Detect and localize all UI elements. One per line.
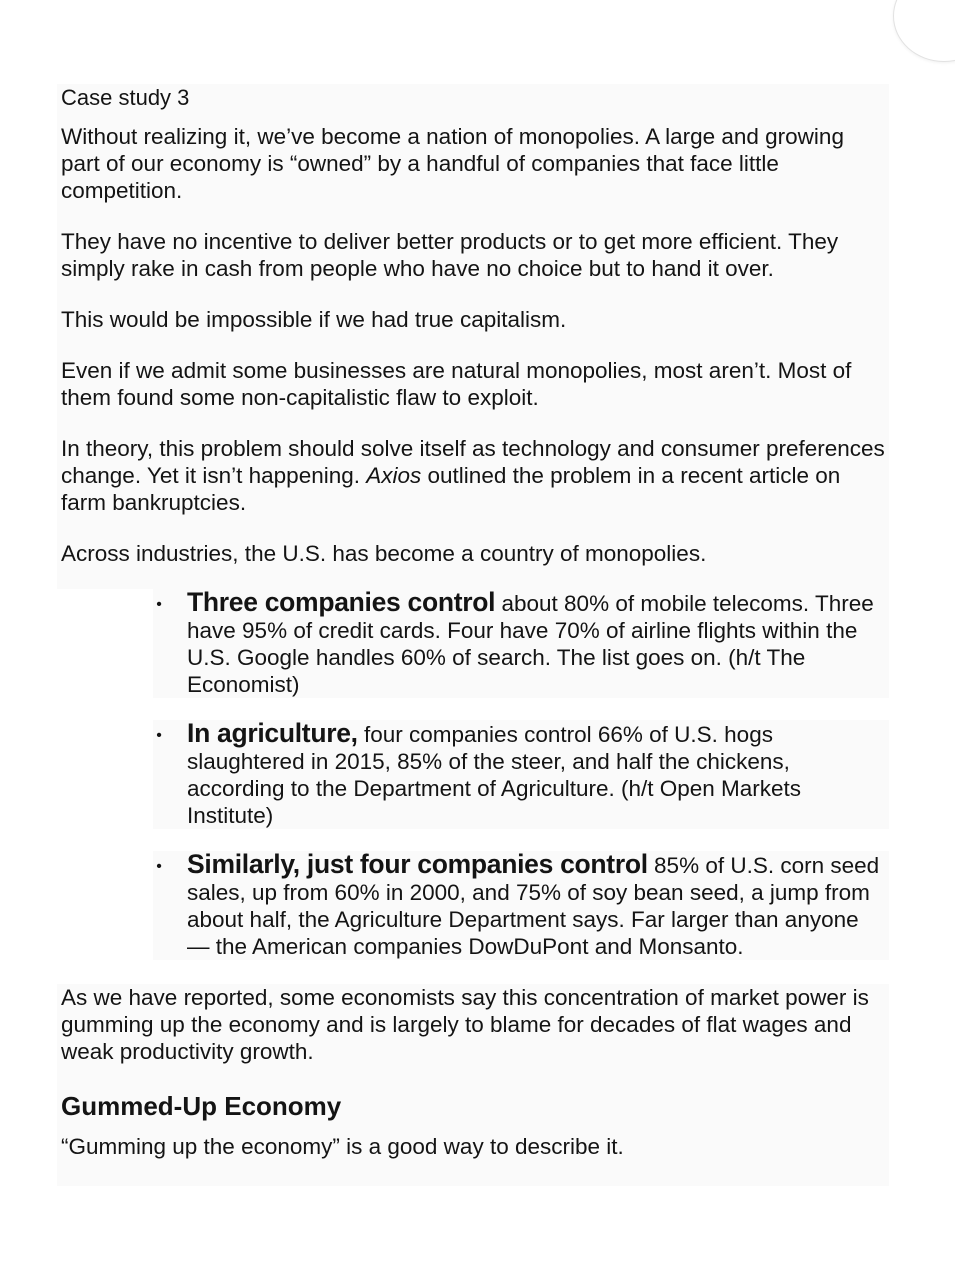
closing-paragraph-text: “Gumming up the economy” is a good way to describe it. [61, 1134, 624, 1159]
paragraph-1 [57, 123, 889, 228]
bullet-lead: Similarly, just four companies control [187, 849, 648, 879]
paragraph-3-text: This would be impossible if we had true capitalism. [61, 307, 567, 332]
bullet-lead: In agriculture, [187, 718, 358, 748]
paragraph-1-text: Without realizing it, we’ve become a nation of monopolies. A large and growing part of our economy is “owned” by a handful of companies that face little competition. [61, 124, 844, 203]
paragraph-reported [57, 984, 889, 1083]
theory-text-end: outlined the problem in a recent article on farm bankruptcies. [61, 463, 841, 515]
list-item [153, 851, 889, 960]
list-item [153, 720, 889, 829]
paragraph-2-text: They have no incentive to deliver better products or to get more efficient. They simply rake in cash from people who have no choice but to hand it over. [61, 229, 839, 281]
corner-circle-decoration [893, 0, 955, 62]
bullet-text: 85% of U.S. corn seed sales, up from 60% in 2000, and 75% of soy bean seed, a jump from about half, the Agriculture Department says. Far larger than anyone — the American companies DowDuPont and Monsanto. [187, 853, 880, 959]
list-item [153, 589, 889, 698]
bullet-dot-icon: • [156, 596, 162, 613]
bullet-dot-icon: • [156, 727, 162, 744]
theory-text-start: In theory, this problem should solve itself as technology and consumer preferences change. Yet it isn’t happening. [61, 436, 885, 488]
bullet-text: about 80% of mobile telecoms. Three have 95% of credit cards. Four have 70% of airline flights within the U.S. Google handles 60% of search. The list goes on. (h/t The Economist) [187, 591, 874, 697]
paragraph-3 [57, 306, 889, 357]
bullet-dot-icon: • [156, 858, 162, 875]
monopoly-bullet-list [57, 589, 889, 960]
axios-source: Axios [366, 463, 422, 488]
paragraph-closing [57, 1133, 889, 1186]
intro-line-text: Across industries, the U.S. has become a country of monopolies. [61, 541, 707, 566]
paragraph-4 [57, 357, 889, 435]
section-heading: Gummed-Up Economy [57, 1083, 889, 1133]
paragraph-theory [57, 435, 889, 540]
case-study-title [57, 84, 889, 123]
paragraph-4-text: Even if we admit some businesses are natural monopolies, most aren’t. Most of them found some non-capitalistic flaw to exploit. [61, 358, 852, 410]
bullet-text: four companies control 66% of U.S. hogs slaughtered in 2015, 85% of the steer, and half the chickens, according to the Department of Agriculture. (h/t Open Markets Institute) [187, 722, 802, 828]
reported-paragraph-text: As we have reported, some economists say this concentration of market power is gumming up the economy and is largely to blame for decades of flat wages and weak productivity growth. [61, 985, 869, 1064]
case-study-title-text: Case study 3 [61, 85, 190, 110]
paragraph-theory-text [61, 435, 885, 516]
bullet-lead: Three companies control [187, 587, 496, 617]
paragraph-2 [57, 228, 889, 306]
paragraph-intro [57, 540, 889, 589]
document-body [57, 84, 889, 1186]
